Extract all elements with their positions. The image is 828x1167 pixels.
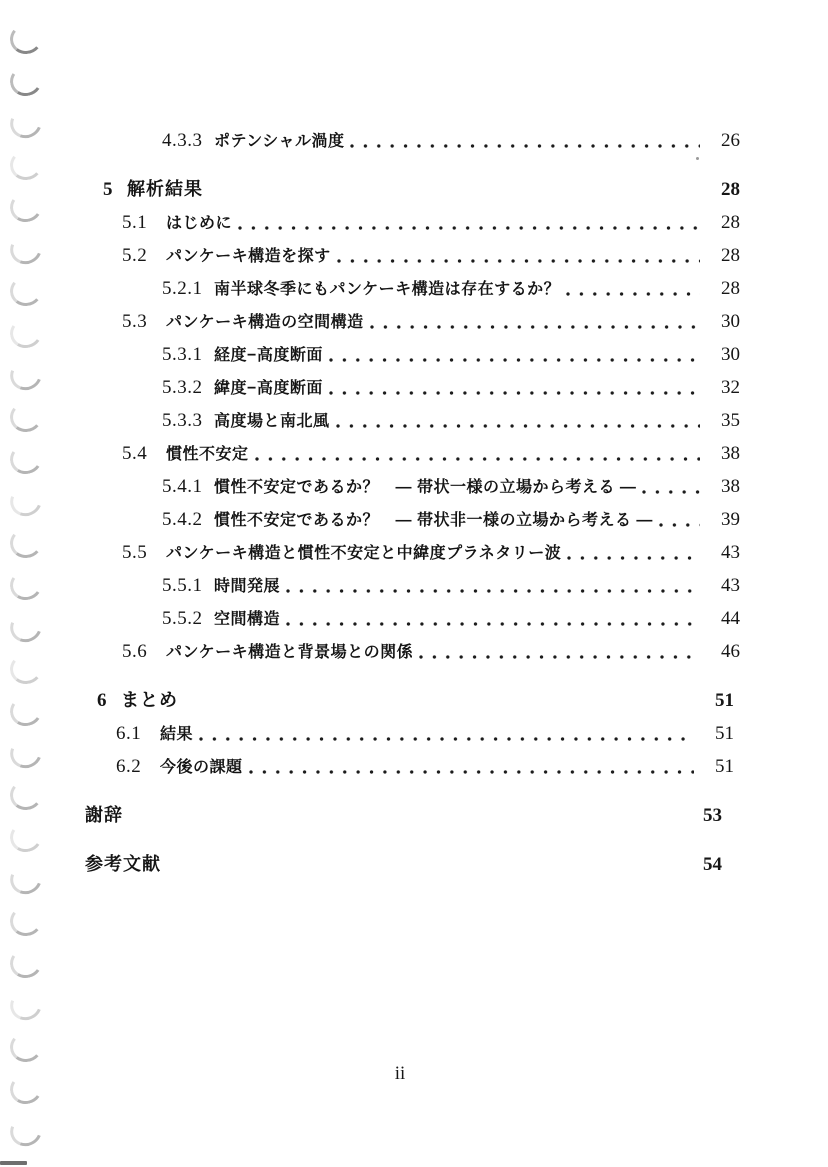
toc-entry [103, 536, 740, 569]
binding-hole [9, 274, 44, 307]
toc-entry-number: 5.4.1 [162, 476, 203, 497]
toc-entry-page: 28 [721, 245, 740, 266]
toc-entry-page: 51 [715, 723, 734, 744]
binding-hole [7, 189, 45, 225]
dot-leader [329, 358, 700, 362]
binding-hole [9, 652, 44, 685]
toc-entry [103, 437, 740, 470]
binding-hole [7, 441, 45, 477]
dot-leader [286, 622, 700, 626]
page-footer-number: ii [394, 1063, 406, 1084]
toc-entry-page: 44 [721, 608, 740, 629]
binding-hole [7, 819, 45, 855]
toc-entry-title: 高度場と南北風 [214, 413, 330, 430]
toc-entry-number: 5.2.1 [162, 278, 203, 299]
toc-entry-number: 5.4 [122, 443, 148, 464]
toc-entry [103, 206, 740, 239]
toc-entry-title: 南半球冬季にもパンケーキ構造は存在するか？ [214, 281, 561, 298]
dot-leader [659, 523, 700, 527]
toc-entry [103, 305, 740, 338]
toc-entry-title: パンケーキ構造と慣性不安定と中緯度プラネタリー波 [166, 545, 562, 562]
toc-entry-title: 今後の課題 [160, 759, 243, 776]
toc-entry-number: 5.5.2 [162, 608, 203, 629]
toc-entry-page: 53 [703, 805, 722, 826]
toc-entry-number: 6 [97, 690, 107, 711]
binding-hole [9, 526, 44, 559]
dot-leader [329, 391, 700, 395]
toc-entry-page: 43 [721, 542, 740, 563]
dot-leader [337, 259, 700, 263]
toc-entry-title: 緯度−高度断面 [214, 380, 323, 397]
dot-leader [129, 819, 682, 823]
toc-entry-title: 時間発展 [214, 578, 281, 595]
toc-entry-page: 39 [721, 509, 740, 530]
dot-leader [567, 556, 700, 560]
binding-hole [7, 567, 45, 603]
toc-entry-title: 慣性不安定であるか？ — 帯状非一様の立場から考える — [214, 512, 653, 529]
toc-entry [103, 470, 740, 503]
toc-entry [103, 404, 740, 437]
scan-speck [696, 157, 699, 160]
toc-entry-number: 5.5 [122, 542, 148, 563]
binding-hole [9, 904, 44, 937]
toc-entry-page: 28 [721, 212, 740, 233]
toc-entry-title: パンケーキ構造と背景場との関係 [166, 644, 414, 661]
toc-entry-title: 慣性不安定 [166, 446, 249, 463]
dot-leader [350, 144, 700, 148]
toc-entry-page: 51 [715, 756, 734, 777]
scan-corner-artifact [0, 1161, 27, 1165]
toc-entry [97, 750, 734, 783]
toc-entry-page: 38 [721, 476, 740, 497]
toc-entry-page: 28 [721, 278, 740, 299]
dot-leader [255, 457, 700, 461]
toc-entry-number: 5.3 [122, 311, 148, 332]
binding-hole [5, 481, 46, 521]
dot-leader [209, 193, 700, 197]
dot-leader [419, 655, 700, 659]
binding-hole [7, 945, 45, 981]
toc-entry-page: 43 [721, 575, 740, 596]
toc-entry-title: 空間構造 [214, 611, 281, 628]
toc-entry [85, 799, 722, 832]
toc-entry-number: 5.5.1 [162, 575, 203, 596]
toc-entry-page: 32 [721, 377, 740, 398]
toc-entry [103, 503, 740, 536]
toc-entry-title: まとめ [121, 690, 178, 710]
dot-leader [249, 770, 694, 774]
toc-entry-number: 5.3.3 [162, 410, 203, 431]
toc-entry-number: 5.4.2 [162, 509, 203, 530]
dot-leader [286, 589, 700, 593]
toc-entry-number: 5.3.2 [162, 377, 203, 398]
toc-entry [97, 684, 734, 717]
table-of-contents [85, 124, 740, 881]
toc-entry-number: 6.1 [116, 723, 142, 744]
binding-hole [9, 400, 44, 433]
toc-entry-title: 謝辞 [85, 805, 123, 825]
toc-entry-page: 51 [715, 690, 734, 711]
dot-leader [238, 226, 700, 230]
dot-leader [199, 737, 694, 741]
toc-entry-page: 30 [721, 311, 740, 332]
toc-entry [103, 124, 740, 157]
toc-entry [103, 239, 740, 272]
toc-entry [103, 272, 740, 305]
binding-hole [9, 778, 44, 811]
binding-hole [5, 103, 46, 143]
toc-entry-number: 4.3.3 [162, 130, 203, 151]
toc-entry-number: 5.1 [122, 212, 148, 233]
binding-hole [7, 315, 45, 351]
dot-leader [336, 424, 700, 428]
toc-entry [103, 602, 740, 635]
toc-entry-page: 30 [721, 344, 740, 365]
toc-entry [103, 371, 740, 404]
toc-entry-title: 結果 [160, 726, 194, 743]
toc-entry [103, 635, 740, 668]
toc-entry-page: 54 [703, 854, 722, 875]
toc-entry-page: 26 [721, 130, 740, 151]
toc-entry-title: 経度−高度断面 [214, 347, 323, 364]
toc-entry-number: 5.3.1 [162, 344, 203, 365]
binding-hole [5, 355, 46, 395]
toc-entry-title: パンケーキ構造の空間構造 [166, 314, 364, 331]
toc-entry-title: 参考文献 [85, 854, 161, 874]
dot-leader [167, 868, 682, 872]
toc-entry-title: 慣性不安定であるか？ — 帯状一様の立場から考える — [214, 479, 637, 496]
dot-leader [566, 292, 700, 296]
binding-hole [9, 1030, 44, 1063]
toc-entry-page: 46 [721, 641, 740, 662]
toc-entry-title: 解析結果 [127, 179, 203, 199]
toc-entry-page: 38 [721, 443, 740, 464]
binding-hole [9, 22, 44, 55]
binding-hole [5, 607, 46, 647]
toc-entry-title: はじめに [166, 215, 233, 232]
dot-leader [642, 490, 700, 494]
toc-entry [103, 173, 740, 206]
binding-hole [9, 148, 44, 181]
toc-entry [85, 848, 722, 881]
toc-entry [103, 569, 740, 602]
toc-entry-number: 5 [103, 179, 113, 200]
toc-entry-number: 5.6 [122, 641, 148, 662]
binding-hole [5, 859, 46, 899]
binding-hole [5, 229, 46, 269]
toc-entry-title: ポテンシャル渦度 [214, 133, 345, 150]
binding-hole [7, 63, 45, 99]
toc-entry [103, 338, 740, 371]
toc-entry-page: 35 [721, 410, 740, 431]
binding-hole [5, 1111, 46, 1151]
dot-leader [184, 704, 694, 708]
toc-entry-number: 6.2 [116, 756, 142, 777]
dot-leader [370, 325, 700, 329]
binding-hole [5, 985, 46, 1025]
binding-hole [7, 693, 45, 729]
toc-entry-title: パンケーキ構造を探す [166, 248, 331, 265]
binding-hole [5, 733, 46, 773]
toc-entry-page: 28 [721, 179, 740, 200]
toc-entry [97, 717, 734, 750]
toc-entry-number: 5.2 [122, 245, 148, 266]
